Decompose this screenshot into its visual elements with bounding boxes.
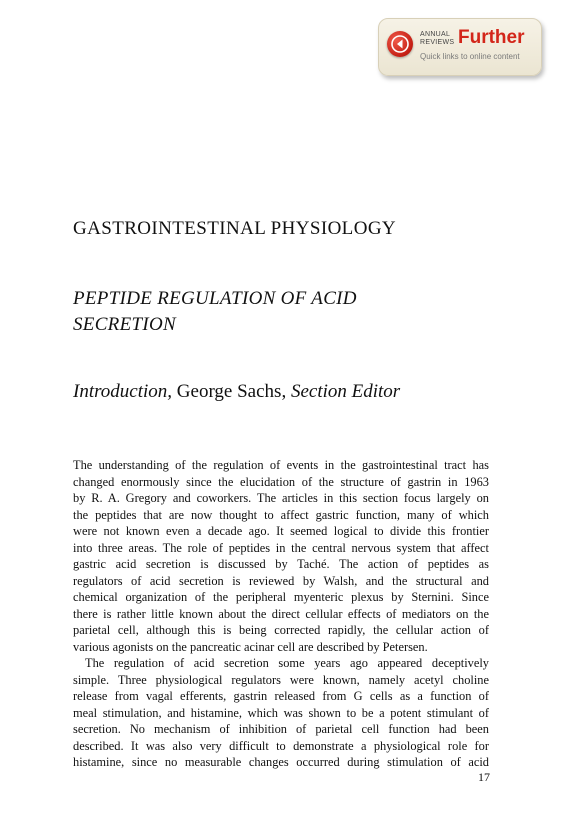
text-line: described. It was also very difficult to demonstrate a physiological role for — [73, 738, 489, 753]
paragraph — [73, 655, 489, 771]
section-editor-name: George Sachs, — [176, 381, 287, 402]
text-line: into three areas. The role of peptides in the central nervous system that affect — [73, 540, 489, 555]
text-line: regulators of acid secretion is reviewed by Walsh, and the structural and — [73, 573, 489, 588]
badge-annual-label: ANNUAL — [420, 31, 451, 38]
text-line: simple. Three physiological regulators were known, namely acetyl choline — [73, 672, 489, 687]
body-text — [73, 457, 489, 771]
page-number: 17 — [478, 770, 490, 784]
text-line: various agonists on the pancreatic acinar cell are described by Petersen. — [73, 639, 428, 654]
text-line: parietal cell, although this is being corrected rapidly, the cellular action of — [73, 623, 489, 637]
text-line: release from vagal efferents, gastrin released from G cells as a function of — [73, 689, 489, 703]
text-line: changed enormously since the elucidation of the structure of gastrin in 1963 — [73, 474, 489, 489]
intro-byline — [73, 381, 400, 403]
article-title-line-2: SECRETION — [73, 314, 176, 335]
text-line: The understanding of the regulation of events in the gastrointestinal tract has — [73, 458, 489, 472]
badge-tagline: Quick links to online content — [420, 52, 520, 61]
text-line: meal stimulation, and histamine, which was shown to be a potent stimulant of — [73, 705, 489, 720]
text-line: were not known even a decade ago. It seemed logical to divide this frontier — [73, 524, 489, 538]
paragraph — [73, 457, 489, 655]
text-line: chemical organization of the peripheral myenteric plexus by Sternini. Since — [73, 590, 489, 604]
article-title-line-1: PEPTIDE REGULATION OF ACID — [73, 288, 357, 309]
play-arrow-icon — [387, 31, 413, 57]
text-line: the peptides that are now thought to affect gastric function, many of which — [73, 507, 489, 522]
text-line: histamine, since no measurable changes occurred during stimulation of acid — [73, 755, 489, 769]
article-title — [73, 286, 493, 338]
badge-brand-name: Further — [458, 27, 525, 48]
text-line: there is rather little known about the direct cellular effects of mediators on the — [73, 606, 489, 621]
text-line: secretion. No mechanism of inhibition of parietal cell function had been — [73, 722, 489, 736]
section-editor-role: Section Editor — [290, 381, 401, 402]
text-line: by R. A. Gregory and coworkers. The articles in this section focus largely on — [73, 491, 489, 505]
text-line: The regulation of acid secretion some years ago appeared deceptively — [85, 656, 489, 670]
intro-label: Introduction, — [73, 381, 173, 402]
annual-reviews-further-badge[interactable] — [378, 18, 542, 76]
badge-reviews-label: REVIEWS — [420, 39, 455, 46]
text-line: gastric acid secretion is discussed by Taché. The action of peptides as — [73, 557, 489, 571]
section-heading: GASTROINTESTINAL PHYSIOLOGY — [73, 218, 397, 239]
